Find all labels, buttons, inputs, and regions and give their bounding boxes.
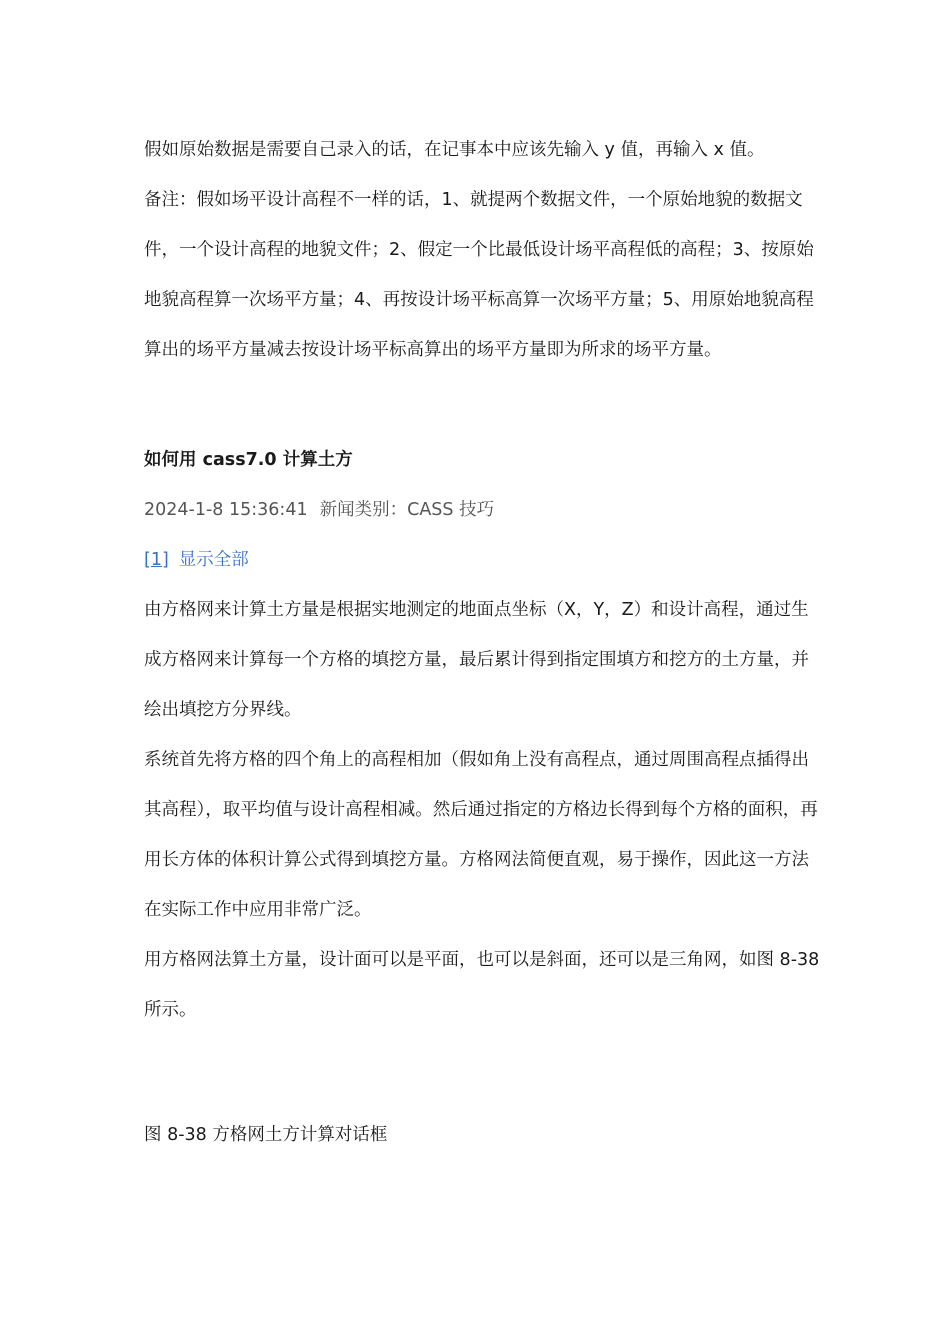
toc-number-link[interactable]: [1]: [144, 550, 169, 570]
article-title: 如何用 cass7.0 计算土方: [144, 450, 353, 470]
article-meta: [144, 485, 824, 535]
section-gap: [144, 375, 824, 435]
article-paragraph-3: 用方格网法算土方量，设计面可以是平面，也可以是斜面，还可以是三角网，如图 8-38 所示。: [144, 950, 820, 1020]
article-paragraph-1: 由方格网来计算土方量是根据实地测定的地面点坐标（X，Y，Z）和设计高程，通过生成方格网来计算每一个方格的填挖方量，最后累计得到指定围填方和挖方的土方量，并绘出填挖方分界线。: [144, 600, 809, 720]
toc-line: [144, 535, 824, 585]
figure-caption: 图 8-38 方格网土方计算对话框: [144, 1125, 388, 1145]
article-date: 2024-1-8 15:36:41: [144, 500, 308, 520]
figure-gap: [144, 1035, 824, 1110]
intro-paragraph-1: 假如原始数据是需要自己录入的话，在记事本中应该先输入 y 值，再输入 x 值。: [144, 140, 765, 160]
document-content: [144, 125, 824, 1160]
intro-paragraph-2: 备注：假如场平设计高程不一样的话，1、就提两个数据文件，一个原始地貌的数据文件，一个设计高程的地貌文件；2、假定一个比最低设计场平高程低的高程；3、按原始地貌高程算一次场平方量；4、再按设计场平标高算一次场平方量；5、用原始地貌高程算出的场平方量减去按设计场平标高算出的场平方量即为所求的场平方量。: [144, 190, 814, 360]
show-all-link[interactable]: 显示全部: [178, 550, 249, 570]
article-paragraph-2: 系统首先将方格的四个角上的高程相加（假如角上没有高程点，通过周围高程点插得出其高程），取平均值与设计高程相减。然后通过指定的方格边长得到每个方格的面积，再用长方体的体积计算公式得到填挖方量。方格网法简便直观，易于操作，因此这一方法在实际工作中应用非常广泛。: [144, 750, 818, 920]
article-category: 新闻类别：CASS 技巧: [319, 500, 495, 520]
